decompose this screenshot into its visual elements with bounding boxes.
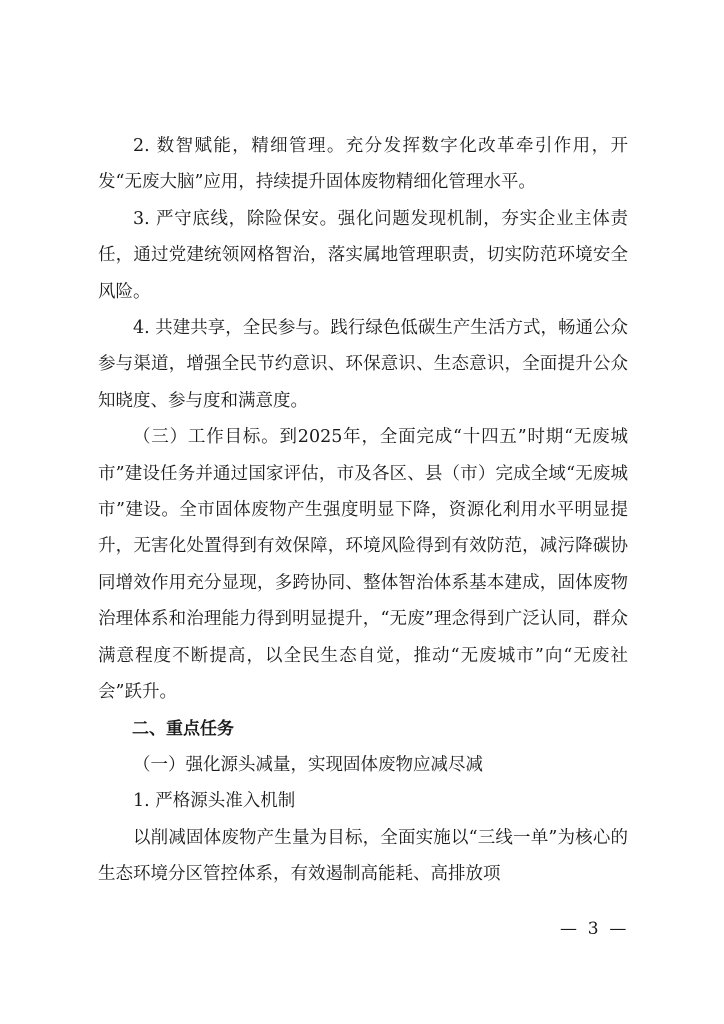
page-number: — 3 — bbox=[560, 919, 627, 939]
paragraph-strict-bottom-line: 3. 严守底线，除险保安。强化问题发现机制，夯实企业主体责任，通过党建统领网格智治，落实属地管理职责，切实防范环境安全风险。 bbox=[98, 208, 628, 302]
item-heading-source-access: 1. 严格源头准入机制 bbox=[133, 791, 296, 812]
subsection-heading-source-reduction: （一）强化源头减量，实现固体废物应减尽减 bbox=[133, 754, 483, 775]
paragraph-co-construction: 4. 共建共享，全民参与。践行绿色低碳生产生活方式，畅通公众参与渠道，增强全民节约意识、环保意识、生态意识，全面提升公众知晓度、参与度和满意度。 bbox=[98, 318, 628, 411]
paragraph-digital-empowerment: 2. 数智赋能，精细管理。充分发挥数字化改革牵引作用，开发“无废大脑”应用，持续提升固体废物精细化管理水平。 bbox=[98, 136, 628, 193]
document-body bbox=[98, 128, 628, 893]
paragraph-work-goals: （三）工作目标。到2025年，全面完成“十四五”时期“无废城市”建设任务并通过国家评估，市及各区、县（市）完成全域“无废城市”建设。全市固体废物产生强度明显下降，资源化利用水平明显提升，无害化处置得到有效保障，环境风险得到有效防范，减污降碳协同增效作用充分显现，多跨协同、整体智治体系基本建成，固体废物治理体系和治理能力得到明显提升，“无废”理念得到广泛认同，群众满意程度不断提高，以全民生态自觉，推动“无废城市”向“无废社会”跃升。 bbox=[98, 427, 628, 703]
paragraph-source-access-body: 以削减固体废物产生量为目标，全面实施以“三线一单”为核心的生态环境分区管控体系，有效遏制高能耗、高排放项 bbox=[98, 827, 628, 885]
section-heading-key-tasks: 二、重点任务 bbox=[132, 718, 234, 739]
